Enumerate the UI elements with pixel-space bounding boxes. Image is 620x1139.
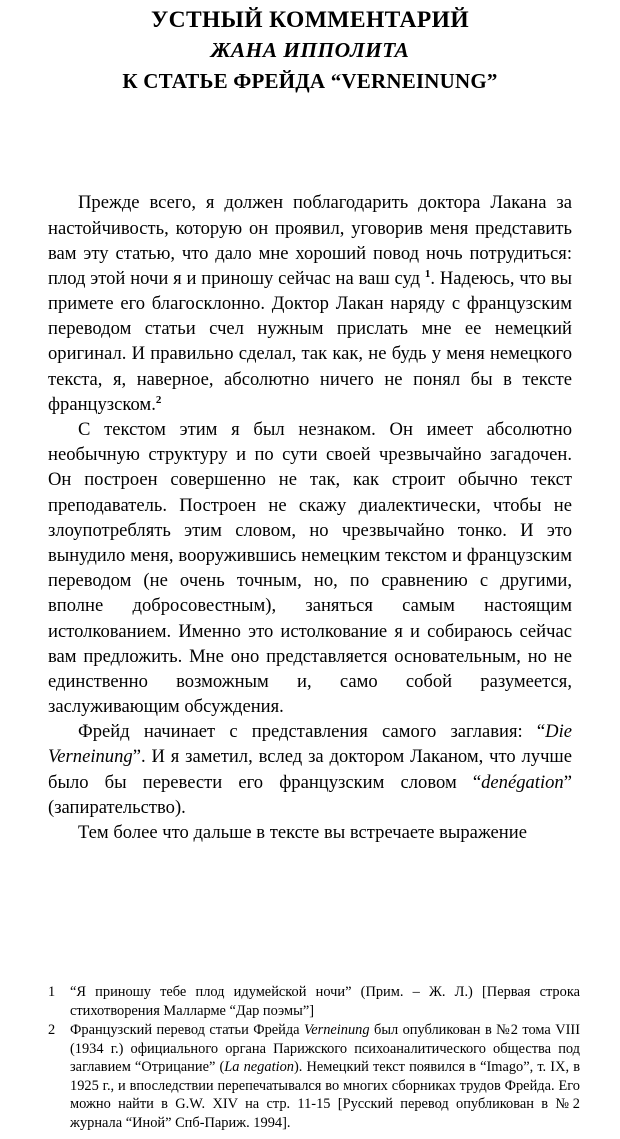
- page-title: [48, 0, 572, 94]
- paragraph: Фрейд начинает с представления самого заглавия: “Die Verneinung”. И я заметил, вслед за доктором Лаканом, что лучше было бы перевести его французским словом “denégation” (запирательство).: [48, 721, 572, 818]
- footnote-text: Французский перевод статьи Фрейда Verneinung был опубликован в №2 тома VIII (1934 г.) официального органа Парижского психоаналитического общества под заглавием “Отрицание” (La negation). Немецкий текст появился в “Imago”, т. IX, в 1925 г., и впоследствии перепечатывался во многих сборниках трудов Фрейда. Его можно найти в G.W. XIV на стр. 11-15 [Русский перевод опубликован в №2 журнала “Иной” Спб-Париж. 1994].: [70, 1022, 580, 1131]
- footnote-reference[interactable]: 2: [155, 393, 162, 406]
- footnote-number: 1: [48, 984, 56, 1000]
- title-line-2: ЖАНА ИППОЛИТА: [210, 38, 410, 63]
- footnotes-section: [48, 983, 580, 1133]
- title-line-3: К СТАТЬЕ ФРЕЙДА “VERNEINUNG”: [122, 69, 498, 94]
- paragraph: Прежде всего, я должен поблагодарить доктора Лакана за настойчивость, которую он проявил, уговорив меня представить вам эту статью, что дало мне хороший повод ночь потрудиться: плод этой ночи я и приношу сейчас на ваш суд $^1$. Надеюсь, что вы примете его благосклонно. Доктор Лакан наряду с французским переводом статьи счел нужным прислать мне ее немецкий оригинал. И правильно сделал, так как, не будь у меня немецкого текста, я, наверное, абсолютно ничего не понял бы в тексте французском.$^2$: [48, 192, 573, 415]
- footnote: [48, 983, 580, 1020]
- body-text: [48, 190, 572, 845]
- footnote: [48, 1021, 580, 1132]
- footnote-number: 2: [48, 1022, 56, 1038]
- paragraph: Тем более что дальше в тексте вы встречаете выражение: [78, 822, 527, 843]
- title-line-1: УСТНЫЙ КОММЕНТАРИЙ: [150, 7, 470, 33]
- footnote-reference[interactable]: 1: [424, 267, 431, 280]
- paragraph: С текстом этим я был незнаком. Он имеет абсолютно необычную структуру и по сути своей чрезвычайно загадочен. Он построен совершенно не так, как строит обычно текст преподаватель. Построен не скажу диалектически, чтобы не злоупотреблять этим словом, но чрезвычайно тонко. И это вынудило меня, вооружившись немецким текстом и французским переводом (не очень точным, но, по сравнению с другими, вполне добросовестным), заняться самым настоящим истолкованием. Именно это истолкование я и собираюсь сейчас вам предложить. Мне оно представляется основательным, но не единственно возможным и, само собой разумеется, заслуживающим обсуждения.: [48, 419, 572, 718]
- footnote-text: “Я приношу тебе плод идумейской ночи” (Прим. – Ж. Л.) [Первая строка стихотворения Малларме “Дар поэмы”]: [70, 984, 580, 1019]
